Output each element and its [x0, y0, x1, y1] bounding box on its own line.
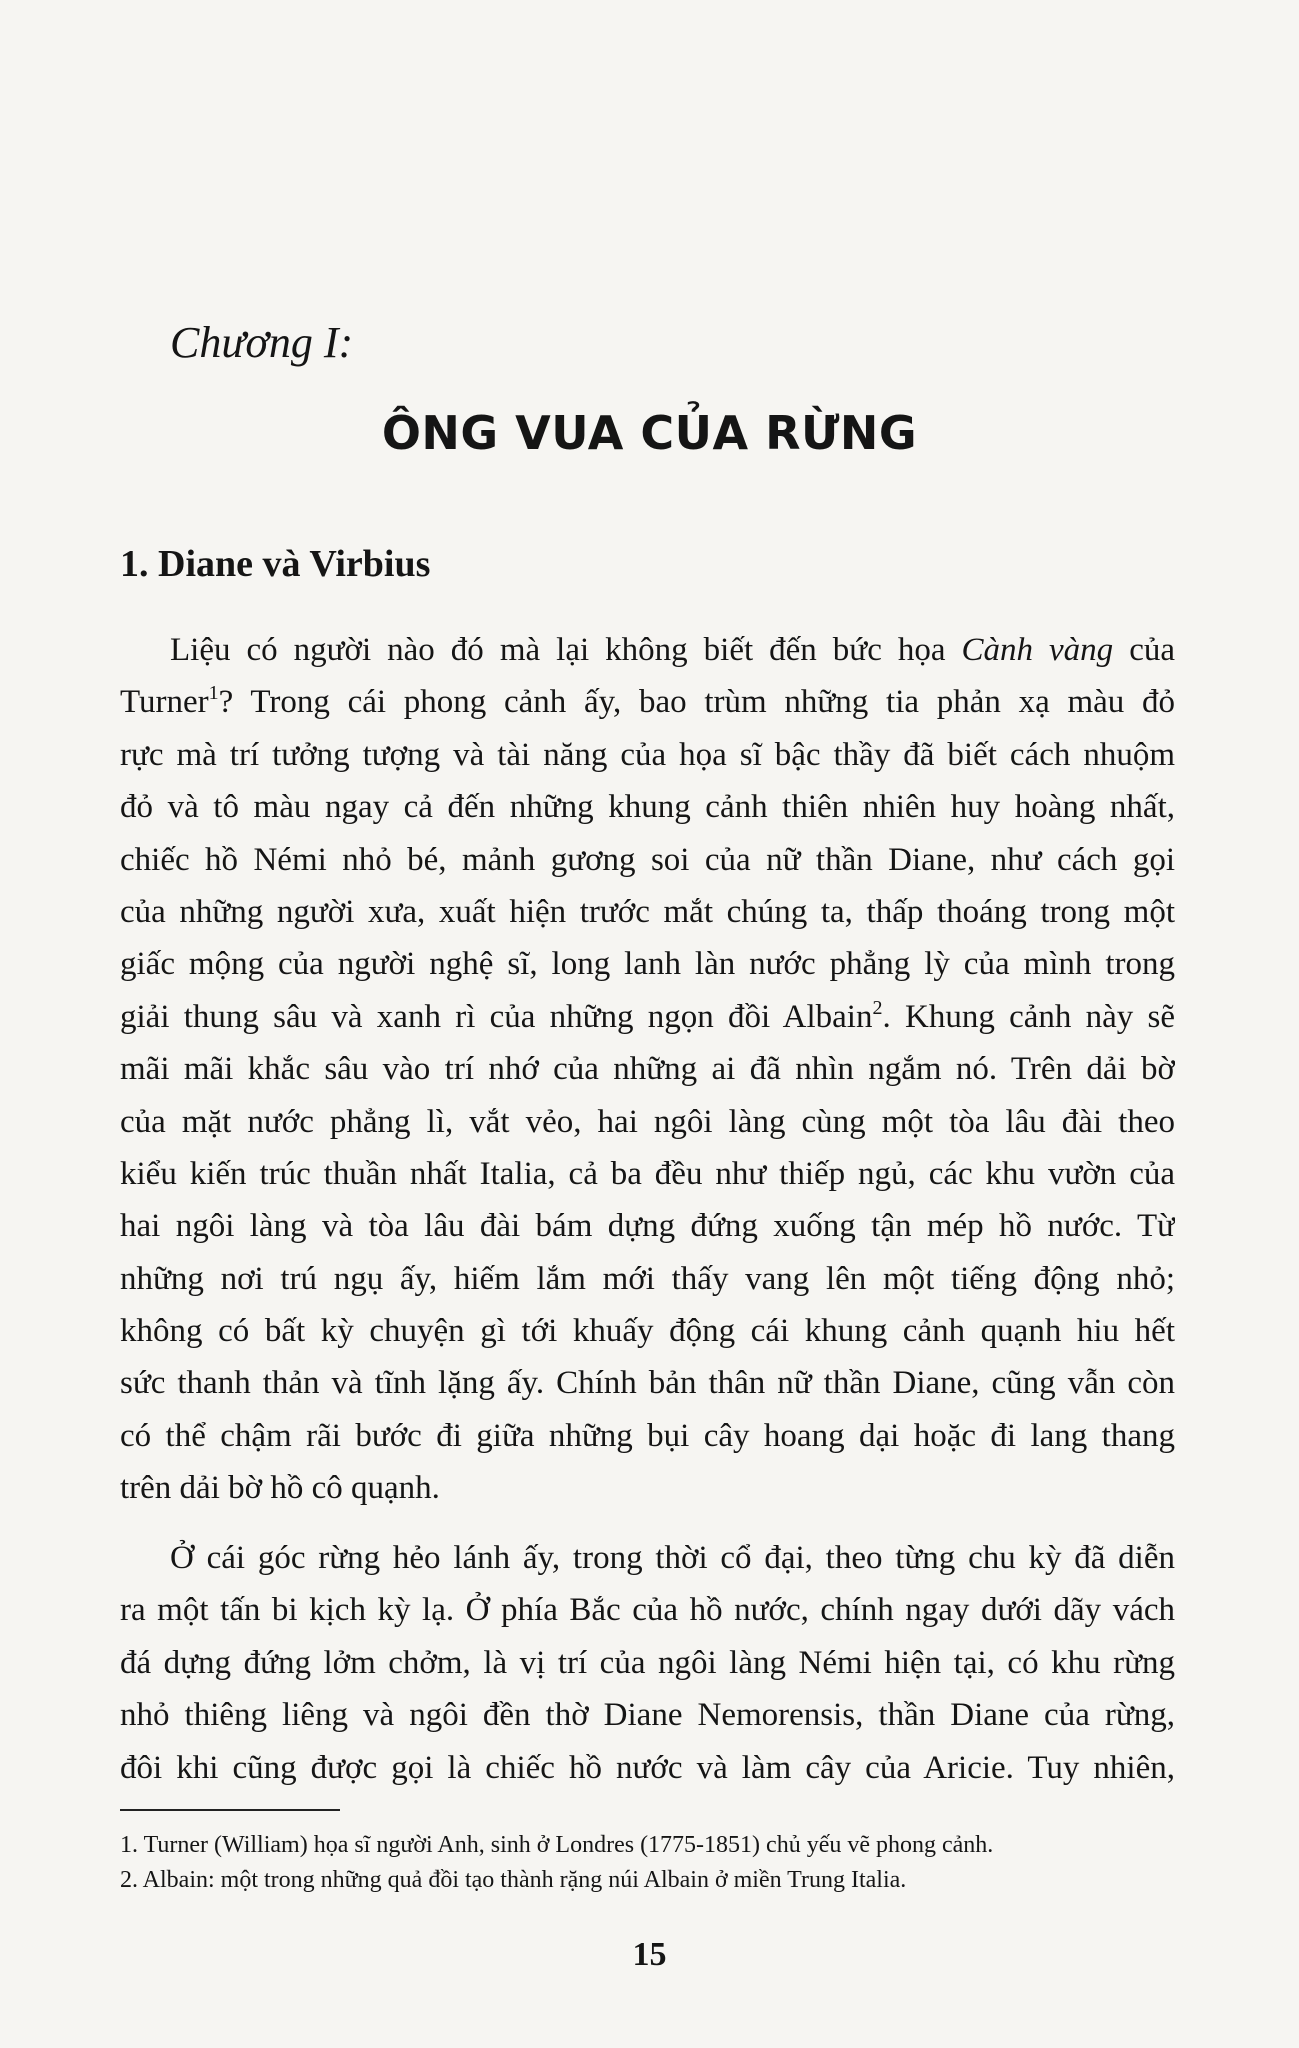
text-line: hai ngôi làng và tòa lâu đài bám dựng đứng xuống tận mép hồ nước. Từ — [120, 1208, 1175, 1245]
footnote-2: 2. Albain: một trong những quả đồi tạo thành rặng núi Albain ở miền Trung Italia. — [120, 1867, 907, 1893]
text-line: sức thanh thản và tĩnh lặng ấy. Chính bản thân nữ thần Diane, cũng vẫn còn — [120, 1365, 1175, 1402]
text-line: trên dải bờ hồ cô quạnh. — [120, 1470, 440, 1507]
text-line: mãi mãi khắc sâu vào trí nhớ của những ai đã nhìn ngắm nó. Trên dải bờ — [120, 1051, 1175, 1088]
paragraph-1 — [120, 624, 1175, 1515]
section-heading: 1. Diane và Virbius — [120, 543, 431, 585]
text-line: chiếc hồ Némi nhỏ bé, mảnh gương soi của nữ thần Diane, như cách gọi — [120, 841, 1175, 878]
text-line: đá dựng đứng lởm chởm, là vị trí của ngôi làng Némi hiện tại, có khu rừng — [120, 1644, 1175, 1681]
footnote-ref-1: 1 — [208, 682, 219, 705]
chapter-title: ÔNG VUA CỦA RỪNG — [381, 406, 918, 460]
text-line: của những người xưa, xuất hiện trước mắt chúng ta, thấp thoáng trong một — [120, 893, 1175, 930]
text-line: rực mà trí tưởng tượng và tài năng của họa sĩ bậc thầy đã biết cách nhuộm — [120, 736, 1175, 773]
text-line: không có bất kỳ chuyện gì tới khuấy động cái khung cảnh quạnh hiu hết — [120, 1313, 1175, 1350]
text-line: giải thung sâu và xanh rì của những ngọn đồi Albain$^2$. Khung cảnh này sẽ — [120, 996, 1175, 1035]
artwork-title: Cành vàng — [961, 632, 1114, 668]
footnote-ref-2: 2 — [872, 996, 883, 1019]
text-line: những nơi trú ngụ ấy, hiếm lắm mới thấy vang lên một tiếng động nhỏ; — [120, 1260, 1175, 1297]
page-number: 15 — [632, 1936, 667, 1973]
text-line: Liệu có người nào đó mà lại không biết đến bức họa Cành vàng của — [170, 632, 1175, 668]
text-line: đỏ và tô màu ngay cả đến những khung cảnh thiên nhiên huy hoàng nhất, — [120, 789, 1175, 826]
footnote-1: 1. Turner (William) họa sĩ người Anh, sinh ở Londres (1775-1851) chủ yếu vẽ phong cảnh. — [120, 1832, 994, 1858]
text-line: của mặt nước phẳng lì, vắt vẻo, hai ngôi làng cùng một tòa lâu đài theo — [120, 1103, 1175, 1140]
text-line: ra một tấn bi kịch kỳ lạ. Ở phía Bắc của hồ nước, chính ngay dưới dãy vách — [120, 1592, 1175, 1629]
text-line: có thể chậm rãi bước đi giữa những bụi cây hoang dại hoặc đi lang thang — [120, 1417, 1175, 1454]
text-line: Turner$^1$? Trong cái phong cảnh ấy, bao trùm những tia phản xạ màu đỏ — [120, 682, 1175, 721]
chapter-label: Chương I: — [170, 318, 354, 367]
paragraph-2 — [120, 1532, 1175, 1794]
text-line: nhỏ thiêng liêng và ngôi đền thờ Diane Nemorensis, thần Diane của rừng, — [120, 1697, 1175, 1734]
footnote-divider — [120, 1809, 340, 1811]
text-line: giấc mộng của người nghệ sĩ, long lanh làn nước phẳng lỳ của mình trong — [120, 946, 1175, 983]
text-line: Ở cái góc rừng hẻo lánh ấy, trong thời cổ đại, theo từng chu kỳ đã diễn — [170, 1540, 1175, 1576]
text-line: đôi khi cũng được gọi là chiếc hồ nước và làm cây của Aricie. Tuy nhiên, — [120, 1749, 1175, 1786]
text-line: kiểu kiến trúc thuần nhất Italia, cả ba đều như thiếp ngủ, các khu vườn của — [120, 1155, 1175, 1192]
